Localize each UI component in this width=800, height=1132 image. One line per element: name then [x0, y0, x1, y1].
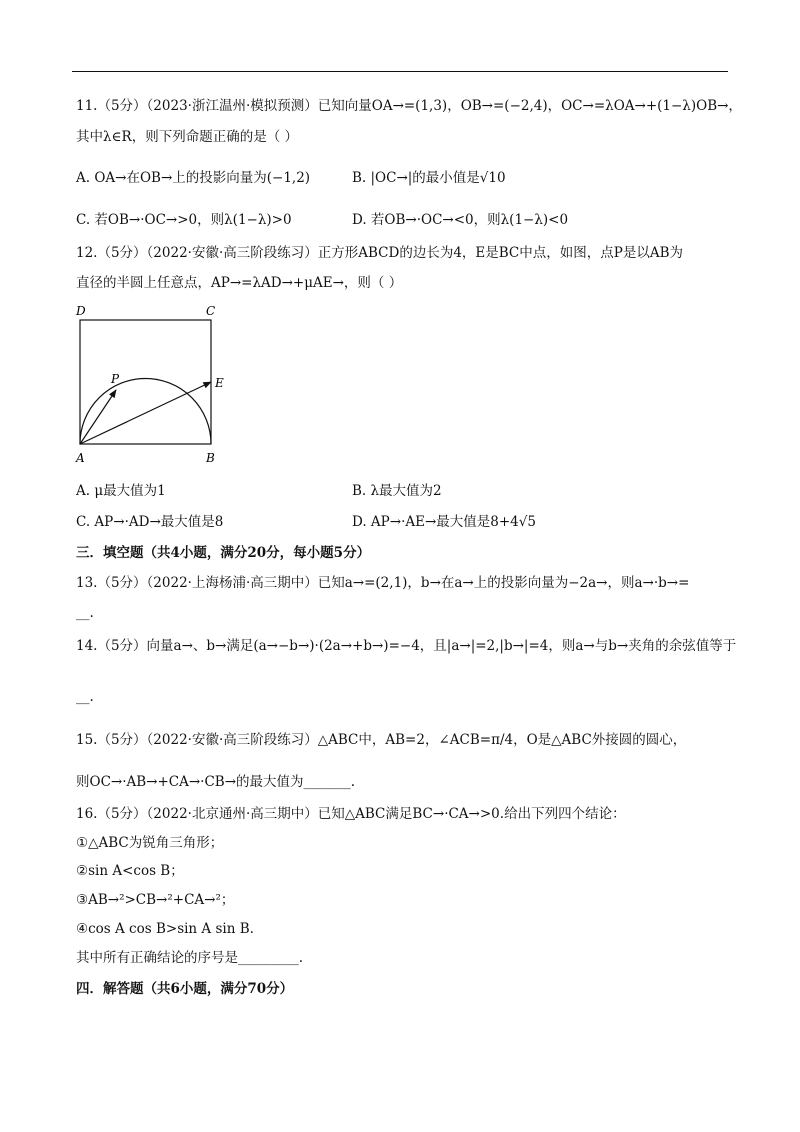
q11-stem-line2: 其中λ∈R，则下列命题正确的是（ ）	[76, 129, 299, 145]
q15-line2: 则OC→·AB→+CA→·CB→的最大值为_______.	[76, 774, 356, 790]
q11-option-c: C. 若OB→·OC→>0，则λ(1−λ)>0	[76, 212, 292, 228]
section-4-heading: 四．解答题（共6小题，满分70分）	[76, 981, 294, 997]
q16-conclusion-1: ①△ABC为锐角三角形；	[76, 835, 224, 851]
q16-conclusion-2: ②sin A<cos B；	[76, 863, 184, 879]
section-3-heading: 三．填空题（共4小题，满分20分，每小题5分）	[76, 545, 371, 561]
q13-line1: 13.（5分）（2022·上海杨浦·高三期中）已知a→=(2,1)，b→在a→上的投影向量为−2a→，则a→·b→=	[76, 575, 690, 591]
square-semicircle-figure	[70, 300, 230, 470]
q11-option-b: B. |OC→|的最小值是√10	[352, 170, 506, 186]
label-c: C	[206, 304, 216, 318]
square-abcd	[80, 320, 211, 444]
q12-option-b: B. λ最大值为2	[352, 483, 442, 499]
q12-stem-line2: 直径的半圆上任意点，AP→=λAD→+μAE→，则（ ）	[76, 275, 403, 291]
figure-svg	[70, 300, 230, 470]
label-e: E	[215, 376, 224, 390]
label-d: D	[76, 304, 86, 318]
q14-blank: __.	[76, 689, 94, 705]
q12-option-d: D. AP→·AE→最大值是8+4√5	[352, 514, 536, 530]
q12-stem-line1: 12.（5分）（2022·安徽·高三阶段练习）正方形ABCD的边长为4，E是BC中点，如图，点P是以AB为	[76, 245, 684, 261]
q11-option-d: D. 若OB→·OC→<0，则λ(1−λ)<0	[352, 212, 569, 228]
top-rule	[72, 71, 728, 72]
label-a: A	[76, 451, 85, 465]
label-p: P	[111, 372, 120, 386]
q15-line1: 15.（5分）（2022·安徽·高三阶段练习）△ABC中，AB=2，∠ACB=π/4，O是△ABC外接圆的圆心，	[76, 732, 687, 748]
q11-stem-line1: 11.（5分）（2023·浙江温州·模拟预测）已知向量OA→=(1,3)，OB→=(−2,4)，OC→=λOA→+(1−λ)OB→，	[76, 98, 742, 114]
q11-option-a: A. OA→在OB→上的投影向量为(−1,2)	[76, 170, 311, 186]
q16-ask: 其中所有正确结论的序号是_________.	[76, 950, 304, 966]
vector-ae	[80, 382, 211, 444]
q14-line1: 14.（5分）向量a→、b→满足(a→−b→)·(2a→+b→)=−4，且|a→|=2,|b→|=4，则a→与b→夹角的余弦值等于	[76, 638, 737, 654]
q13-blank: __.	[76, 605, 94, 621]
q12-option-a: A. μ最大值为1	[76, 483, 166, 499]
q16-line1: 16.（5分）（2022·北京通州·高三期中）已知△ABC满足BC→·CA→>0.给出下列四个结论：	[76, 806, 626, 822]
q16-conclusion-4: ④cos A cos B>sin A sin B.	[76, 921, 254, 937]
label-b: B	[206, 451, 215, 465]
q12-option-c: C. AP→·AD→最大值是8	[76, 514, 224, 530]
q16-conclusion-3: ③AB→²>CB→²+CA→²；	[76, 892, 235, 908]
